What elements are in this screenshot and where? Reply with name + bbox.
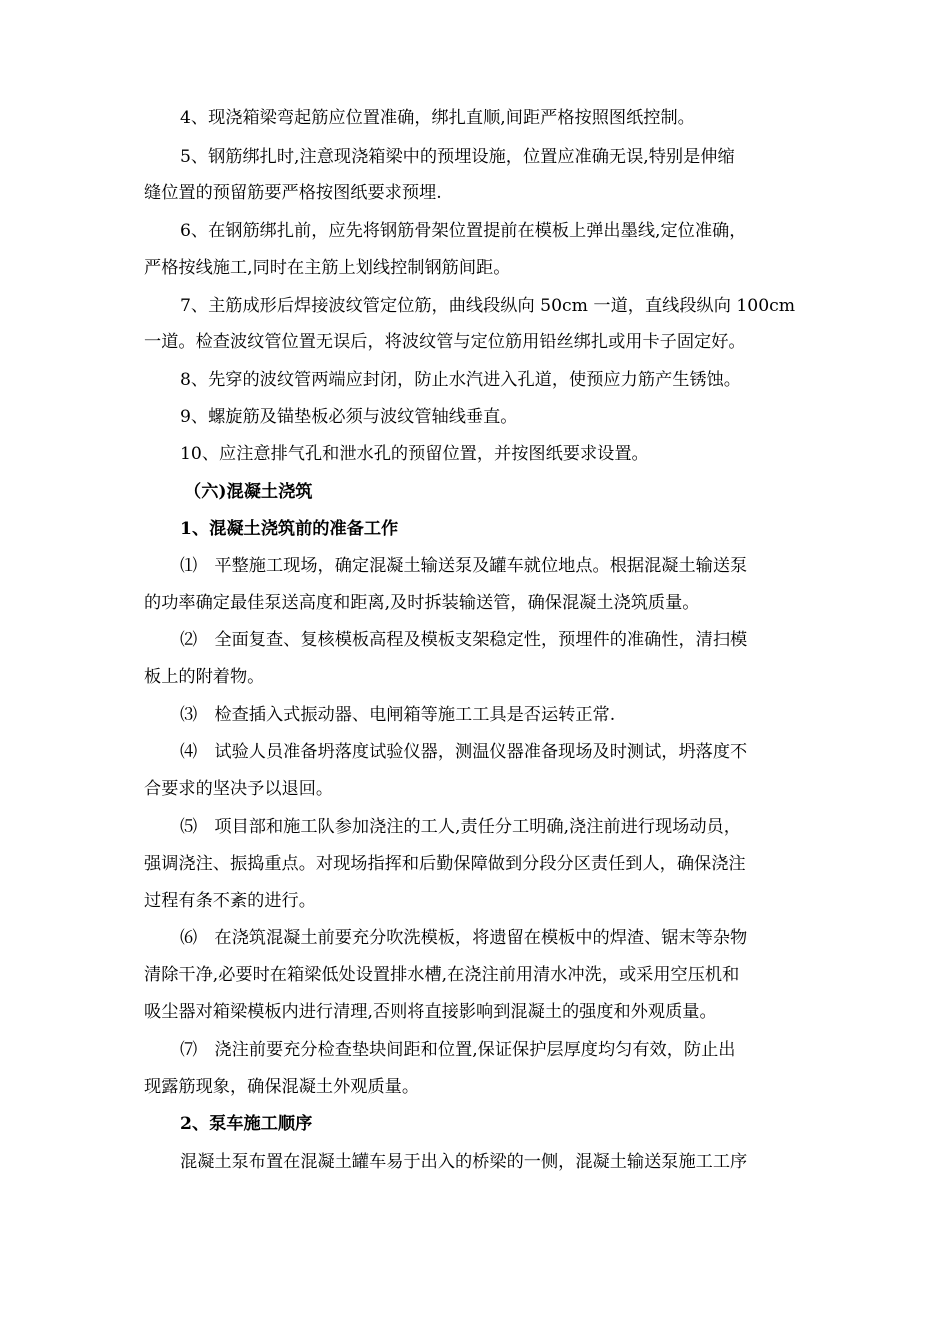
list-item-5-line-1: ⑸ 项目部和施工队参加浇注的工人,责任分工明确,浇注前进行现场动员， — [180, 817, 741, 837]
paragraph-item-7-line-2: 一道。检查波纹管位置无误后，将波纹管与定位筋用铅丝绑扎或用卡子固定好。 — [144, 332, 746, 352]
paragraph-item-6-line-2: 严格按线施工,同时在主筋上划线控制钢筋间距。 — [144, 258, 511, 278]
list-item-5-line-2: 强调浇注、振捣重点。对现场指挥和后勤保障做到分段分区责任到人，确保浇注 — [144, 854, 746, 874]
list-item-2-line-2: 板上的附着物。 — [144, 667, 265, 687]
list-item-1-line-1: ⑴ 平整施工现场，确定混凝土输送泵及罐车就位地点。根据混凝土输送泵 — [180, 556, 748, 576]
list-item-5-line-3: 过程有条不紊的进行。 — [144, 891, 316, 911]
paragraph-item-8: 8、先穿的波纹管两端应封闭，防止水汽进入孔道，使预应力筋产生锈蚀。 — [180, 370, 741, 390]
paragraph-item-10: 10、应注意排气孔和泄水孔的预留位置，并按图纸要求设置。 — [180, 444, 649, 464]
list-item-1-line-2: 的功率确定最佳泵送高度和距离,及时拆装输送管，确保混凝土浇筑质量。 — [144, 593, 700, 613]
list-item-4-line-2: 合要求的坚决予以退回。 — [144, 779, 334, 799]
paragraph-item-5-line-2: 缝位置的预留筋要严格按图纸要求预埋. — [144, 183, 442, 203]
list-item-3: ⑶ 检查插入式振动器、电闸箱等施工工具是否运转正常. — [180, 705, 616, 725]
list-item-6-line-3: 吸尘器对箱梁模板内进行清理,否则将直接影响到混凝土的强度和外观质量。 — [144, 1002, 717, 1022]
subsection-heading-2: 2、泵车施工顺序 — [180, 1114, 313, 1134]
paragraph-item-6-line-1: 6、在钢筋绑扎前，应先将钢筋骨架位置提前在模板上弹出墨线,定位准确， — [180, 221, 747, 241]
paragraph-pump-order: 混凝土泵布置在混凝土罐车易于出入的桥梁的一侧，混凝土输送泵施工工序 — [180, 1152, 748, 1172]
subsection-heading-1: 1、混凝土浇筑前的准备工作 — [180, 519, 399, 539]
paragraph-item-9: 9、螺旋筋及锚垫板必须与波纹管轴线垂直。 — [180, 407, 518, 427]
paragraph-item-7-line-1: 7、主筋成形后焊接波纹管定位筋，曲线段纵向 50cm 一道，直线段纵向 100cm — [180, 296, 796, 316]
list-item-7-line-2: 现露筋现象，确保混凝土外观质量。 — [144, 1077, 420, 1097]
list-item-6-line-1: ⑹ 在浇筑混凝土前要充分吹洗模板，将遗留在模板中的焊渣、锯末等杂物 — [180, 928, 748, 948]
paragraph-item-4: 4、现浇箱梁弯起筋应位置准确，绑扎直顺,间距严格按照图纸控制。 — [180, 108, 695, 128]
section-heading: （六)混凝土浇筑 — [184, 482, 313, 502]
paragraph-item-5-line-1: 5、钢筋绑扎时,注意现浇箱梁中的预埋设施，位置应准确无误,特别是伸缩 — [180, 147, 735, 167]
list-item-2-line-1: ⑵ 全面复查、复核模板高程及模板支架稳定性，预埋件的准确性，清扫模 — [180, 630, 748, 650]
list-item-4-line-1: ⑷ 试验人员准备坍落度试验仪器，测温仪器准备现场及时测试，坍落度不 — [180, 742, 748, 762]
list-item-7-line-1: ⑺ 浇注前要充分检查垫块间距和位置,保证保护层厚度均匀有效，防止出 — [180, 1040, 736, 1060]
list-item-6-line-2: 清除干净,必要时在箱梁低处设置排水槽,在浇注前用清水冲洗，或采用空压机和 — [144, 965, 740, 985]
